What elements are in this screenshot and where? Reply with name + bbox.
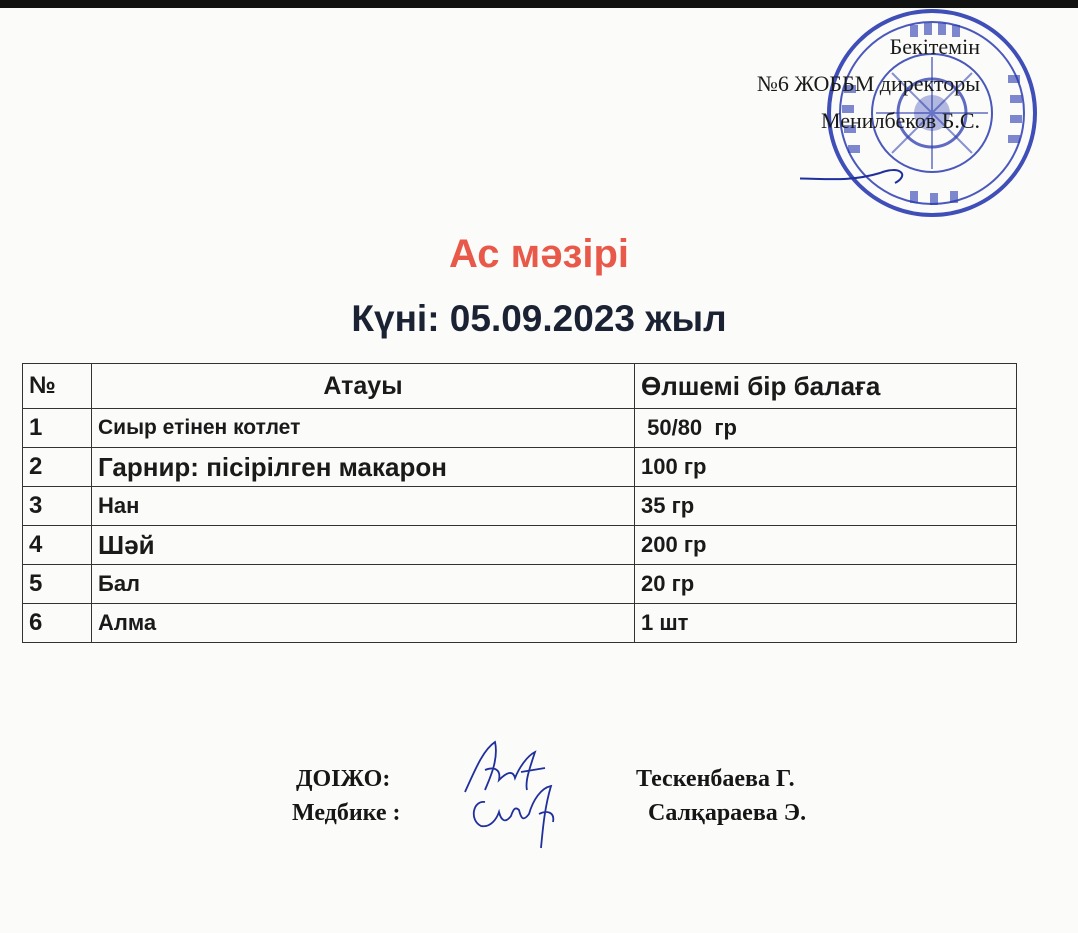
header-name: Атауы — [92, 364, 635, 409]
row-number: 3 — [23, 487, 92, 526]
row-number: 2 — [23, 448, 92, 487]
handwritten-signatures — [455, 730, 575, 850]
row-dish: Гарнир: пісірілген макарон — [92, 448, 635, 487]
menu-title: Ас мәзірі — [448, 232, 630, 276]
signature-role-medbike: Медбике : — [292, 800, 401, 826]
row-dish: Шәй — [92, 526, 635, 565]
approval-position: №6 ЖОББМ директоры — [756, 71, 980, 96]
menu-table — [22, 363, 1017, 643]
table-row — [23, 487, 1017, 526]
approval-director-name: Менилбеков Б.С. — [821, 108, 980, 133]
row-number: 4 — [23, 526, 92, 565]
signature-name-teskenbaeva: Тескенбаева Г. — [636, 766, 795, 792]
approval-block — [757, 28, 980, 139]
signature-name-salkaraeva: Салқараева Э. — [648, 800, 807, 826]
row-dish: Алма — [92, 604, 635, 643]
row-number: 1 — [23, 409, 92, 448]
row-amount: 20 гр — [635, 565, 1017, 604]
row-amount: 100 гр — [635, 448, 1017, 487]
table-row — [23, 448, 1017, 487]
row-amount: 1 шт — [635, 604, 1017, 643]
row-number: 5 — [23, 565, 92, 604]
row-number: 6 — [23, 604, 92, 643]
approval-heading: Бекітемін — [889, 34, 980, 59]
table-row — [23, 604, 1017, 643]
table-row — [23, 526, 1017, 565]
row-dish: Нан — [92, 487, 635, 526]
table-row — [23, 409, 1017, 448]
header-number: № — [23, 364, 92, 409]
row-amount: 50/80 гр — [635, 409, 1017, 448]
row-dish: Сиыр етінен котлет — [92, 409, 635, 448]
table-row — [23, 565, 1017, 604]
row-amount: 200 гр — [635, 526, 1017, 565]
table-header-row — [23, 364, 1017, 409]
header-amount: Өлшемі бір балаға — [635, 364, 1017, 409]
row-dish: Бал — [92, 565, 635, 604]
signature-role-doizho: ДОІЖО: — [296, 766, 391, 792]
row-amount: 35 гр — [635, 487, 1017, 526]
menu-date: Күні: 05.09.2023 жыл — [351, 298, 727, 339]
